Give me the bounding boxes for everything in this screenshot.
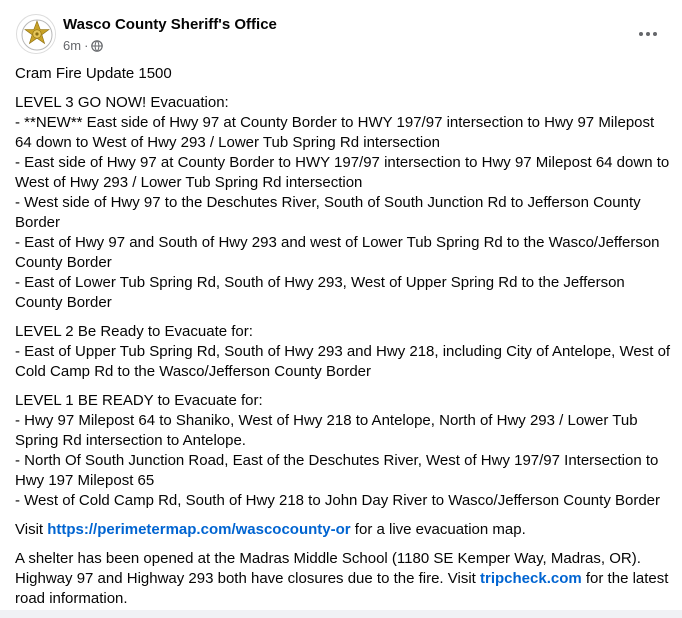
more-options-icon[interactable] <box>634 20 662 48</box>
post-title: Cram Fire Update 1500 <box>15 65 172 82</box>
level3-item: - East of Lower Tub Spring Rd, South of Hwy 293, West of Upper Spring Rd to the Jefferson County Border <box>15 274 625 311</box>
level1-heading: LEVEL 1 BE READY to Evacuate for: <box>15 392 263 409</box>
post-timestamp[interactable]: 6m <box>63 38 82 53</box>
shelter-paragraph <box>15 549 675 609</box>
level3-section <box>15 93 675 313</box>
map-paragraph <box>15 520 675 540</box>
sheriff-badge-icon <box>17 15 56 54</box>
level2-section <box>15 322 675 382</box>
level2-item: - East of Upper Tub Spring Rd, South of Hwy 293 and Hwy 218, including City of Antelope, West of Cold Camp Rd to the Wasco/Jefferson County Border <box>15 343 671 380</box>
shelter-text-after: for the latest road information. <box>15 570 669 607</box>
tripcheck-link[interactable]: tripcheck.com <box>480 570 582 587</box>
level3-item: - West side of Hwy 97 to the Deschutes River, South of South Junction Rd to Jefferson County Border <box>15 194 641 231</box>
post-meta <box>63 38 103 53</box>
shelter-text-before: A shelter has been opened at the Madras Middle School (1180 SE Kemper Way, Madras, OR). Highway 97 and Highway 293 both have closures due to the fire. Visit <box>15 550 641 587</box>
level1-item: - Hwy 97 Milepost 64 to Shaniko, West of Hwy 218 to Antelope, North of Hwy 293 / Lower Tub Spring Rd intersection to Antelope. <box>15 412 638 449</box>
map-text-before: Visit <box>15 521 48 538</box>
level3-item: - **NEW** East side of Hwy 97 at County Border to HWY 197/97 intersection to Hwy 97 Milepost 64 down to West of Hwy 293 / Lower Tub Spring Rd intersection <box>15 114 655 151</box>
post-body <box>15 64 675 618</box>
page-name[interactable]: Wasco County Sheriff's Office <box>63 16 277 33</box>
level2-heading: LEVEL 2 Be Ready to Evacuate for: <box>15 323 253 340</box>
level1-item: - North Of South Junction Road, East of the Deschutes River, West of Hwy 197/97 Intersection to Hwy 197 Milepost 65 <box>15 452 659 489</box>
perimeter-map-link[interactable]: https://perimetermap.com/wascocounty-or <box>47 521 351 538</box>
level3-item: - East of Hwy 97 and South of Hwy 293 and west of Lower Tub Spring Rd to the Wasco/Jefferson County Border <box>15 234 660 271</box>
map-text-after: for a live evacuation map. <box>350 521 526 538</box>
globe-icon[interactable] <box>91 40 103 52</box>
meta-separator: · <box>84 38 89 53</box>
post-header <box>16 12 666 56</box>
level3-heading: LEVEL 3 GO NOW! Evacuation: <box>15 94 229 111</box>
avatar[interactable] <box>16 14 56 54</box>
level1-section <box>15 391 675 511</box>
level3-item: - East side of Hwy 97 at County Border to HWY 197/97 intersection to Hwy 97 Milepost 64 down to West of Hwy 293 / Lower Tub Spring Rd intersection <box>15 154 670 191</box>
level1-item: - West of Cold Camp Rd, South of Hwy 218 to John Day River to Wasco/Jefferson County Border <box>15 492 661 509</box>
